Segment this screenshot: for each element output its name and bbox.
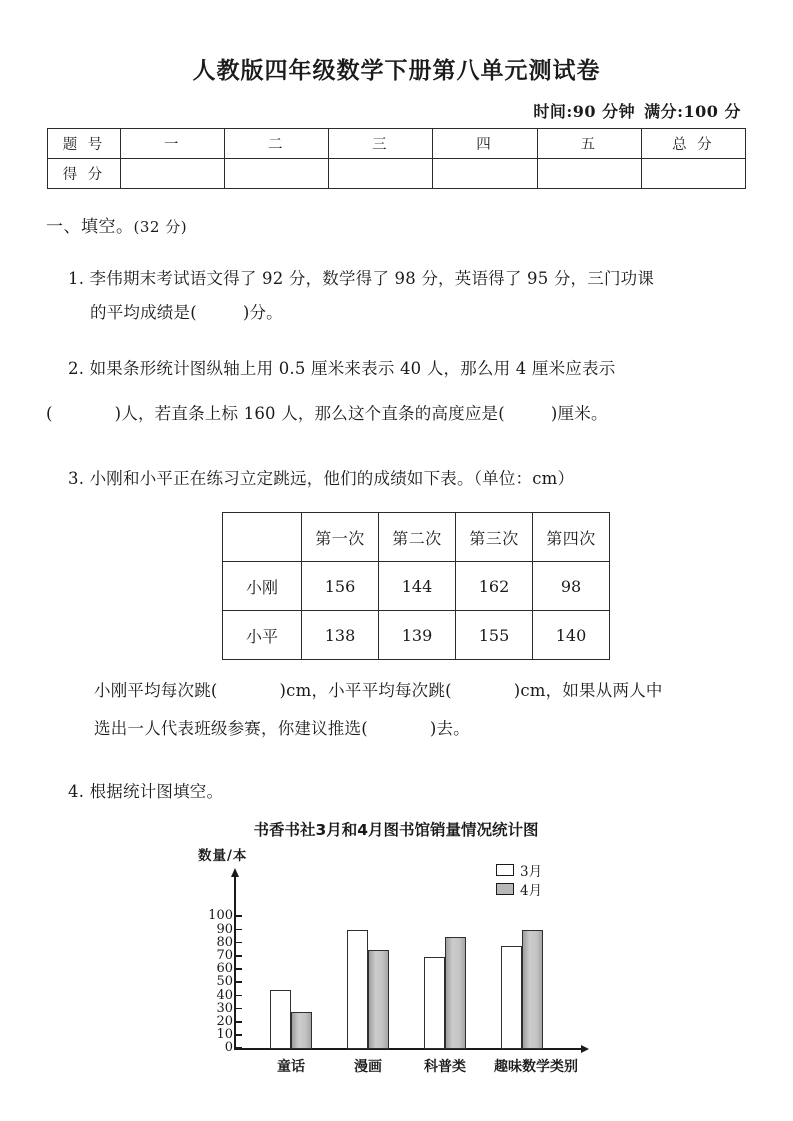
score-table [47, 128, 746, 189]
chart-category-label: 科普类 [424, 1059, 466, 1075]
bar-chart [196, 818, 596, 1093]
exam-time-label: 时间:90 分钟 [533, 102, 636, 121]
chart-bar [291, 1012, 312, 1049]
question-3-followup-line-2 [94, 710, 663, 748]
jump-results-table [222, 512, 610, 660]
chart-y-tick [224, 1040, 242, 1056]
chart-bar [424, 957, 445, 1049]
question-3 [68, 462, 574, 496]
chart-y-tick [216, 1014, 242, 1030]
row-header: 小刚 [223, 562, 302, 611]
table-cell: 139 [379, 611, 456, 660]
chart-y-tick-label: 90 [216, 921, 233, 937]
score-entry-cell[interactable] [329, 159, 433, 189]
score-entry-cell[interactable] [121, 159, 225, 189]
score-entry-cell[interactable] [641, 159, 745, 189]
chart-y-axis-arrow-icon [231, 868, 239, 877]
chart-bar [522, 930, 543, 1049]
chart-bar [445, 937, 466, 1049]
exam-total-label: 满分:100 分 [644, 102, 741, 121]
legend-swatch-icon [496, 864, 514, 876]
question-1-line-2 [68, 296, 654, 330]
legend-swatch-icon [496, 883, 514, 895]
chart-x-axis-arrow-icon [581, 1045, 589, 1053]
chart-category-label: 趣味数学 [494, 1059, 550, 1075]
page-title: 人教版四年级数学下册第八单元测试卷 [192, 57, 601, 84]
chart-y-tick [208, 908, 242, 924]
chart-y-tick-label: 50 [216, 974, 233, 990]
question-1-line-1: 1. 李伟期末考试语文得了 92 分，数学得了 98 分，英语得了 95 分，三门功课 [68, 269, 655, 288]
column-header: 第二次 [379, 513, 456, 562]
chart-y-tick-label: 10 [216, 1027, 233, 1043]
question-2-line-1: 2. 如果条形统计图纵轴上用 0.5 厘米来表示 40 人，那么用 4 厘米应表示 [68, 359, 616, 378]
score-table-row-label: 得 分 [48, 159, 121, 189]
question-2-text-b: )人，若直条上标 160 人，那么这个直条的高度应是( [114, 404, 505, 423]
chart-y-tick-label: 20 [216, 1014, 233, 1030]
chart-y-tick-label: 40 [216, 987, 233, 1003]
question-2 [46, 352, 616, 431]
column-header: 第四次 [533, 513, 610, 562]
chart-bar [270, 990, 291, 1049]
score-entry-cell[interactable] [537, 159, 641, 189]
table-cell: 156 [302, 562, 379, 611]
question-3-followup [94, 672, 663, 748]
chart-title: 书香书社3月和4月图书馆销量情况统计图 [253, 821, 539, 839]
chart-plot-area [208, 898, 590, 1075]
chart-y-tick [216, 1000, 242, 1016]
question-3-text-b: )cm，小平平均每次跳( [279, 681, 452, 700]
table-row [223, 611, 610, 660]
table-row [48, 129, 746, 159]
chart-bar [347, 930, 368, 1049]
section-heading-1 [46, 212, 187, 237]
question-1-text-a: 的平均成绩是( [90, 303, 197, 322]
question-4 [68, 775, 223, 809]
chart-legend [496, 861, 542, 899]
table-corner-cell [223, 513, 302, 562]
question-3-text-a: 小刚平均每次跳( [94, 681, 218, 700]
legend-label: 3月 [520, 864, 543, 880]
chart-y-axis [234, 898, 236, 1050]
section-heading-text: 一、填空。 [46, 217, 134, 237]
score-table-header-cell: 总 分 [641, 129, 745, 159]
chart-y-tick [216, 974, 242, 990]
chart-y-axis-stem [234, 876, 236, 899]
table-cell: 144 [379, 562, 456, 611]
chart-y-tick-label: 30 [216, 1000, 233, 1016]
section-points: (32 分) [133, 218, 188, 236]
score-table-row-label: 题 号 [48, 129, 121, 159]
score-entry-cell[interactable] [433, 159, 537, 189]
column-header: 第三次 [456, 513, 533, 562]
chart-y-tick [216, 961, 242, 977]
question-4-prompt: 4. 根据统计图填空。 [68, 782, 224, 801]
question-1-text-b: )分。 [242, 303, 283, 322]
legend-item-april [496, 880, 542, 898]
chart-bar [368, 950, 389, 1049]
table-row [223, 513, 610, 562]
row-header: 小平 [223, 611, 302, 660]
column-header: 第一次 [302, 513, 379, 562]
table-cell: 138 [302, 611, 379, 660]
chart-x-axis-label: 类别 [550, 1059, 578, 1075]
chart-y-axis-label: 数量/本 [198, 848, 248, 864]
score-table-header-cell: 五 [537, 129, 641, 159]
question-3-followup-line-1 [94, 672, 663, 710]
chart-y-tick [216, 921, 242, 937]
table-cell: 162 [456, 562, 533, 611]
question-2-text-c: )厘米。 [550, 404, 608, 423]
legend-item-march [496, 861, 542, 879]
chart-y-tick [216, 1027, 242, 1043]
chart-y-tick-label: 100 [208, 908, 233, 924]
question-3-text-d: 选出一人代表班级参赛，你建议推选( [94, 719, 368, 738]
chart-y-tick [216, 948, 242, 964]
exam-meta [533, 99, 741, 122]
question-3-text-e: )去。 [429, 719, 470, 738]
chart-category-label: 漫画 [354, 1059, 382, 1075]
table-cell: 155 [456, 611, 533, 660]
chart-y-tick-label: 60 [216, 961, 233, 977]
question-3-prompt: 3. 小刚和小平正在练习立定跳远，他们的成绩如下表。（单位：cm） [68, 469, 575, 488]
chart-bar [501, 946, 522, 1049]
question-1 [68, 262, 654, 330]
table-cell: 98 [533, 562, 610, 611]
score-table-header-cell: 三 [329, 129, 433, 159]
chart-y-tick-label: 0 [224, 1040, 233, 1056]
question-2-line-2 [46, 397, 615, 431]
score-table-header-cell: 二 [225, 129, 329, 159]
chart-category-label: 童话 [277, 1059, 305, 1075]
question-2-text-a: ( [46, 404, 53, 423]
question-3-text-c: )cm，如果从两人中 [513, 681, 663, 700]
chart-y-tick [216, 934, 242, 950]
chart-y-tick-label: 70 [216, 948, 233, 964]
score-entry-cell[interactable] [225, 159, 329, 189]
legend-label: 4月 [520, 883, 543, 899]
table-cell: 140 [533, 611, 610, 660]
chart-y-tick [216, 987, 242, 1003]
score-table-header-cell: 一 [121, 129, 225, 159]
chart-y-tick-label: 80 [216, 934, 233, 950]
score-table-header-cell: 四 [433, 129, 537, 159]
table-row [48, 159, 746, 189]
table-row [223, 562, 610, 611]
